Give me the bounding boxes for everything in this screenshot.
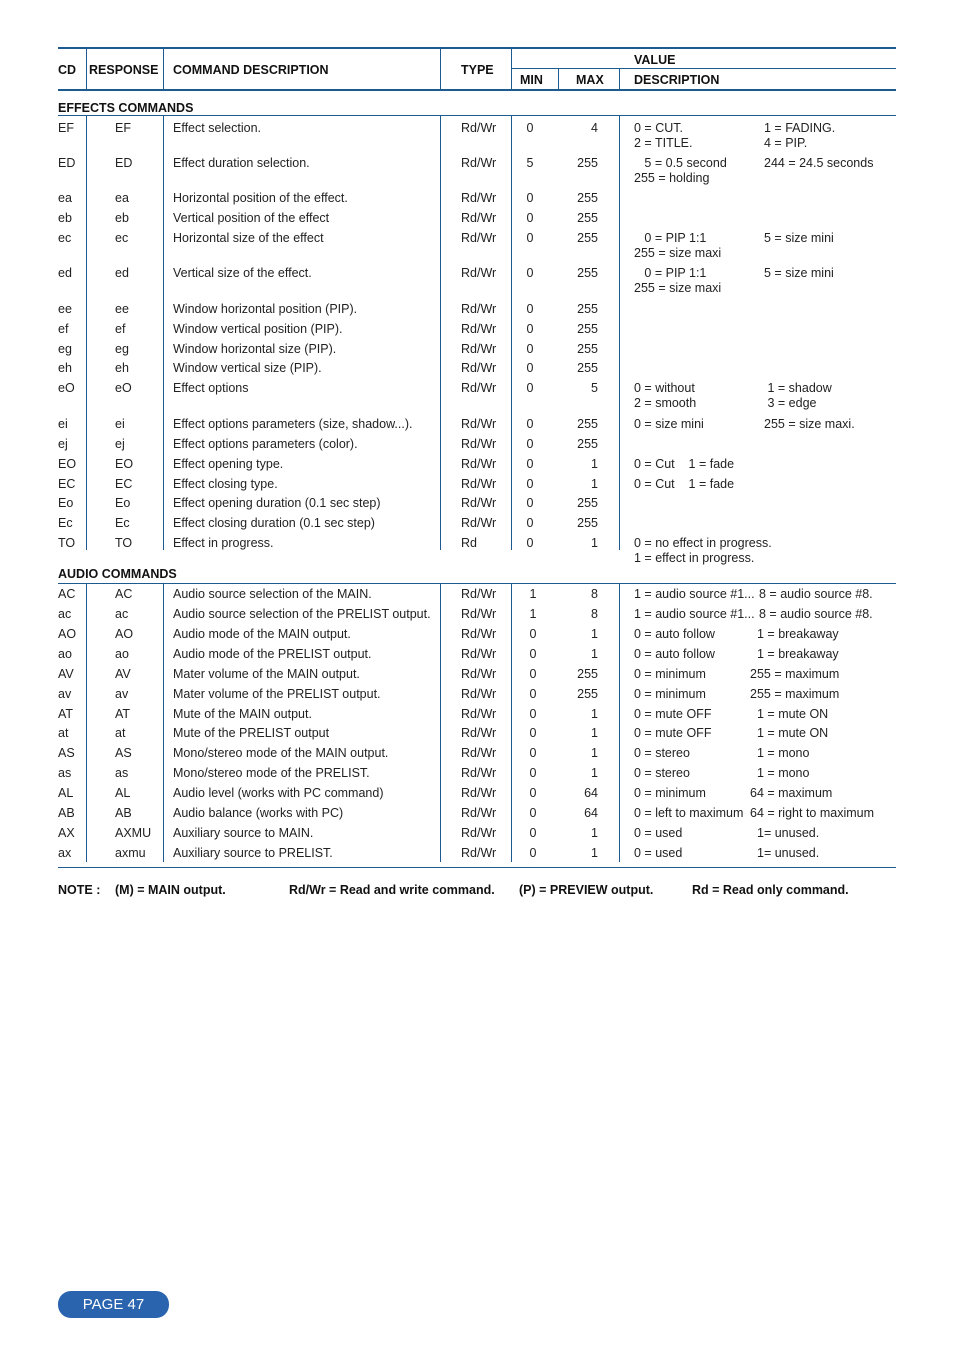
min-cell: 0 [526, 417, 534, 431]
value-description-cell: 255 = maximum [750, 667, 840, 681]
response-cell: ao [115, 647, 129, 661]
command-description-cell: Mono/stereo mode of the MAIN output. [173, 746, 389, 760]
max-cell: 255 [577, 516, 598, 530]
value-description-cell: 0 = Cut 1 = fade [634, 477, 735, 491]
value-description-cell: 0 = stereo [634, 746, 690, 760]
response-cell: ei [115, 417, 125, 431]
effects-sep-response [163, 116, 164, 550]
effects-sep-max [619, 116, 620, 550]
cd-cell: eh [58, 361, 72, 375]
min-cell: 0 [526, 342, 534, 356]
command-description-cell: Effect options parameters (color). [173, 437, 358, 451]
section-audio-title: AUDIO COMMANDS [58, 567, 177, 581]
cd-cell: ec [58, 231, 72, 245]
value-description-cell: 1 = mono [757, 766, 810, 780]
value-description-cell: 0 = mute OFF [634, 707, 712, 721]
max-cell: 64 [584, 786, 598, 800]
value-description-cell: 8 = audio source #8. [759, 607, 873, 621]
max-cell: 255 [577, 361, 598, 375]
audio-sep-type [511, 584, 512, 862]
response-cell: EO [115, 457, 134, 471]
cd-cell: AL [58, 786, 74, 800]
command-description-cell: Window vertical position (PIP). [173, 322, 343, 336]
value-description-cell: 5 = 0.5 second [634, 156, 727, 170]
value-description-cell: 1 = mute ON [757, 726, 829, 740]
max-cell: 1 [591, 477, 598, 491]
value-description-cell: 1 = breakaway [757, 647, 839, 661]
command-description-cell: Horizontal position of the effect. [173, 191, 348, 205]
response-cell: ee [115, 302, 129, 316]
response-cell: AO [115, 627, 134, 641]
min-cell: 0 [526, 536, 534, 550]
cd-cell: ei [58, 417, 68, 431]
audio-sep-desc [440, 584, 441, 862]
value-description-cell: 255 = maximum [750, 687, 840, 701]
type-cell: Rd/Wr [461, 746, 497, 760]
command-description-cell: Audio level (works with PC command) [173, 786, 384, 800]
type-cell: Rd/Wr [461, 826, 497, 840]
min-cell: 0 [529, 786, 537, 800]
max-cell: 255 [577, 322, 598, 336]
min-cell: 0 [526, 381, 534, 395]
audio-sep-response [163, 584, 164, 862]
type-cell: Rd/Wr [461, 266, 497, 280]
note-preview: (P) = PREVIEW output. [519, 883, 654, 897]
page-number-badge: PAGE 47 [58, 1291, 169, 1318]
command-description-cell: Effect closing type. [173, 477, 278, 491]
command-description-cell: Effect selection. [173, 121, 262, 135]
response-cell: EF [115, 121, 131, 135]
header-cd: CD [58, 63, 77, 77]
value-description-cell: 0 = auto follow [634, 647, 715, 661]
min-cell: 0 [529, 766, 537, 780]
type-cell: Rd/Wr [461, 647, 497, 661]
min-cell: 0 [526, 302, 534, 316]
cd-cell: ax [58, 846, 72, 860]
max-cell: 255 [577, 231, 598, 245]
type-cell: Rd/Wr [461, 156, 497, 170]
note-main: (M) = MAIN output. [115, 883, 226, 897]
command-description-cell: Mono/stereo mode of the PRELIST. [173, 766, 370, 780]
cd-cell: ao [58, 647, 72, 661]
type-cell: Rd/Wr [461, 587, 497, 601]
cd-cell: EC [58, 477, 76, 491]
max-cell: 1 [591, 846, 598, 860]
response-cell: Eo [115, 496, 131, 510]
min-cell: 0 [526, 477, 534, 491]
response-cell: AXMU [115, 826, 152, 840]
min-cell: 0 [529, 687, 537, 701]
command-description-cell: Window horizontal size (PIP). [173, 342, 337, 356]
min-cell: 5 [526, 156, 534, 170]
min-cell: 0 [529, 707, 537, 721]
type-cell: Rd/Wr [461, 477, 497, 491]
command-description-cell: Audio mode of the PRELIST output. [173, 647, 372, 661]
response-cell: ec [115, 231, 129, 245]
type-cell: Rd/Wr [461, 607, 497, 621]
type-cell: Rd/Wr [461, 687, 497, 701]
cd-cell: ee [58, 302, 72, 316]
max-cell: 255 [577, 266, 598, 280]
response-cell: AL [115, 786, 131, 800]
type-cell: Rd/Wr [461, 211, 497, 225]
value-description-cell: 8 = audio source #8. [759, 587, 873, 601]
max-cell: 1 [591, 707, 598, 721]
response-cell: axmu [115, 846, 146, 860]
min-cell: 0 [526, 457, 534, 471]
command-description-cell: Effect opening duration (0.1 sec step) [173, 496, 381, 510]
value-description-cell: 0 = PIP 1:1 [634, 266, 707, 280]
command-description-cell: Effect options [173, 381, 249, 395]
table-bottom-rule [58, 867, 896, 868]
value-description-cell: 0 = Cut 1 = fade [634, 457, 735, 471]
note-label: NOTE : [58, 883, 101, 897]
max-cell: 1 [591, 627, 598, 641]
value-description-cell: 0 = auto follow [634, 627, 715, 641]
section-effects-title: EFFECTS COMMANDS [58, 101, 194, 115]
type-cell: Rd/Wr [461, 361, 497, 375]
response-cell: AB [115, 806, 132, 820]
header-sep-min [558, 68, 559, 90]
max-cell: 255 [577, 417, 598, 431]
header-command-description: COMMAND DESCRIPTION [173, 63, 329, 77]
min-cell: 1 [529, 607, 537, 621]
command-description-cell: Mater volume of the MAIN output. [173, 667, 360, 681]
type-cell: Rd/Wr [461, 322, 497, 336]
command-description-cell: Audio mode of the MAIN output. [173, 627, 351, 641]
response-cell: ej [115, 437, 125, 451]
value-description-cell: 5 = size mini [764, 266, 834, 280]
table-top-rule [58, 47, 896, 49]
cd-cell: TO [58, 536, 76, 550]
command-description-cell: Effect opening type. [173, 457, 284, 471]
min-cell: 0 [526, 211, 534, 225]
header-sep-desc [440, 47, 441, 90]
min-cell: 0 [529, 647, 537, 661]
cd-cell: AO [58, 627, 77, 641]
value-description-cell: 2 = TITLE. [634, 136, 693, 150]
header-min: MIN [520, 73, 543, 87]
header-max: MAX [576, 73, 604, 87]
header-sep-cd [86, 47, 87, 90]
note-rdwr: Rd/Wr = Read and write command. [289, 883, 495, 897]
cd-cell: Ec [58, 516, 73, 530]
cd-cell: AB [58, 806, 75, 820]
value-description-cell: 0 = without [634, 381, 695, 395]
max-cell: 255 [577, 211, 598, 225]
max-cell: 5 [591, 381, 598, 395]
min-cell: 0 [526, 361, 534, 375]
cd-cell: AC [58, 587, 76, 601]
command-description-cell: Audio source selection of the MAIN. [173, 587, 372, 601]
cd-cell: ea [58, 191, 72, 205]
min-cell: 0 [526, 191, 534, 205]
cd-cell: eg [58, 342, 72, 356]
cd-cell: eb [58, 211, 72, 225]
response-cell: TO [115, 536, 133, 550]
max-cell: 255 [577, 687, 598, 701]
command-description-cell: Audio balance (works with PC) [173, 806, 344, 820]
header-sep-max [619, 68, 620, 90]
min-cell: 0 [526, 496, 534, 510]
cd-cell: EF [58, 121, 74, 135]
max-cell: 255 [577, 667, 598, 681]
cd-cell: AX [58, 826, 75, 840]
value-description-cell: 0 = minimum [634, 667, 706, 681]
type-cell: Rd/Wr [461, 342, 497, 356]
note-rd: Rd = Read only command. [692, 883, 849, 897]
value-description-cell: 64 = maximum [750, 786, 833, 800]
header-response: RESPONSE [89, 63, 159, 77]
response-cell: eg [115, 342, 129, 356]
max-cell: 64 [584, 806, 598, 820]
value-sub-rule [511, 68, 896, 69]
type-cell: Rd/Wr [461, 302, 497, 316]
value-description-cell: 255 = size maxi. [764, 417, 855, 431]
type-cell: Rd/Wr [461, 846, 497, 860]
max-cell: 8 [591, 607, 598, 621]
max-cell: 255 [577, 437, 598, 451]
value-description-cell: 1 = effect in progress. [634, 551, 755, 565]
header-bottom-rule [58, 89, 896, 91]
min-cell: 0 [526, 231, 534, 245]
audio-sep-cd [86, 584, 87, 862]
value-description-cell: 255 = holding [634, 171, 710, 185]
max-cell: 1 [591, 457, 598, 471]
type-cell: Rd/Wr [461, 806, 497, 820]
value-description-cell: 0 = size mini [634, 417, 704, 431]
value-description-cell: 1= unused. [757, 826, 820, 840]
max-cell: 1 [591, 746, 598, 760]
type-cell: Rd/Wr [461, 627, 497, 641]
value-description-cell: 0 = used [634, 826, 683, 840]
command-description-cell: Effect closing duration (0.1 sec step) [173, 516, 375, 530]
response-cell: ea [115, 191, 129, 205]
max-cell: 1 [591, 536, 598, 550]
type-cell: Rd/Wr [461, 707, 497, 721]
response-cell: av [115, 687, 129, 701]
cd-cell: ED [58, 156, 76, 170]
response-cell: ac [115, 607, 129, 621]
header-type: TYPE [461, 63, 494, 77]
response-cell: AT [115, 707, 131, 721]
cd-cell: ed [58, 266, 72, 280]
type-cell: Rd/Wr [461, 516, 497, 530]
cd-cell: ac [58, 607, 72, 621]
value-description-cell: 1 = FADING. [764, 121, 836, 135]
command-description-cell: Effect duration selection. [173, 156, 310, 170]
response-cell: ed [115, 266, 129, 280]
value-description-cell: 255 = size maxi [634, 246, 722, 260]
command-description-cell: Window vertical size (PIP). [173, 361, 322, 375]
response-cell: at [115, 726, 126, 740]
response-cell: Ec [115, 516, 130, 530]
min-cell: 0 [529, 846, 537, 860]
header-sep-response [163, 47, 164, 90]
command-description-cell: Audio source selection of the PRELIST output. [173, 607, 431, 621]
min-cell: 1 [529, 587, 537, 601]
value-description-cell: 3 = edge [764, 396, 817, 410]
value-description-cell: 1 = audio source #1... [634, 587, 755, 601]
cd-cell: at [58, 726, 69, 740]
min-cell: 0 [529, 806, 537, 820]
cd-cell: AV [58, 667, 74, 681]
value-description-cell: 0 = CUT. [634, 121, 683, 135]
response-cell: ED [115, 156, 133, 170]
type-cell: Rd/Wr [461, 766, 497, 780]
response-cell: eh [115, 361, 129, 375]
audio-rule [58, 583, 896, 584]
cd-cell: Eo [58, 496, 74, 510]
value-description-cell: 4 = PIP. [764, 136, 808, 150]
effects-sep-cd [86, 116, 87, 550]
max-cell: 255 [577, 302, 598, 316]
command-description-cell: Effect in progress. [173, 536, 274, 550]
effects-rule [58, 115, 896, 116]
max-cell: 255 [577, 342, 598, 356]
cd-cell: ef [58, 322, 69, 336]
max-cell: 1 [591, 826, 598, 840]
value-description-cell: 1 = mono [757, 746, 810, 760]
command-description-cell: Mute of the PRELIST output [173, 726, 330, 740]
min-cell: 0 [529, 726, 537, 740]
max-cell: 8 [591, 587, 598, 601]
cd-cell: EO [58, 457, 77, 471]
response-cell: AV [115, 667, 131, 681]
response-cell: eb [115, 211, 129, 225]
value-description-cell: 1 = breakaway [757, 627, 839, 641]
cd-cell: ej [58, 437, 68, 451]
header-sep-type [511, 47, 512, 90]
cd-cell: AS [58, 746, 75, 760]
max-cell: 4 [591, 121, 598, 135]
max-cell: 1 [591, 726, 598, 740]
response-cell: as [115, 766, 129, 780]
type-cell: Rd/Wr [461, 417, 497, 431]
response-cell: AC [115, 587, 133, 601]
command-description-cell: Vertical size of the effect. [173, 266, 312, 280]
cd-cell: AT [58, 707, 74, 721]
max-cell: 255 [577, 496, 598, 510]
value-description-cell: 0 = used [634, 846, 683, 860]
value-description-cell: 0 = no effect in progress. [634, 536, 772, 550]
type-cell: Rd/Wr [461, 726, 497, 740]
type-cell: Rd/Wr [461, 231, 497, 245]
type-cell: Rd/Wr [461, 191, 497, 205]
command-description-cell: Auxiliary source to MAIN. [173, 826, 314, 840]
min-cell: 0 [526, 322, 534, 336]
command-description-cell: Auxiliary source to PRELIST. [173, 846, 333, 860]
type-cell: Rd/Wr [461, 496, 497, 510]
command-description-cell: Mute of the MAIN output. [173, 707, 312, 721]
type-cell: Rd/Wr [461, 121, 497, 135]
response-cell: ef [115, 322, 126, 336]
response-cell: eO [115, 381, 132, 395]
command-description-cell: Vertical position of the effect [173, 211, 330, 225]
cd-cell: as [58, 766, 72, 780]
min-cell: 0 [529, 667, 537, 681]
min-cell: 0 [529, 746, 537, 760]
audio-sep-max [619, 584, 620, 862]
value-description-cell: 5 = size mini [764, 231, 834, 245]
value-description-cell: 1 = shadow [764, 381, 832, 395]
response-cell: AS [115, 746, 132, 760]
cd-cell: eO [58, 381, 75, 395]
value-description-cell: 0 = PIP 1:1 [634, 231, 707, 245]
value-description-cell: 255 = size maxi [634, 281, 722, 295]
min-cell: 0 [526, 266, 534, 280]
type-cell: Rd/Wr [461, 381, 497, 395]
type-cell: Rd [461, 536, 477, 550]
value-description-cell: 2 = smooth [634, 396, 697, 410]
value-description-cell: 0 = stereo [634, 766, 690, 780]
header-description: DESCRIPTION [634, 73, 720, 87]
max-cell: 1 [591, 766, 598, 780]
command-description-cell: Mater volume of the PRELIST output. [173, 687, 381, 701]
min-cell: 0 [529, 826, 537, 840]
min-cell: 0 [529, 627, 537, 641]
min-cell: 0 [526, 121, 534, 135]
header-value: VALUE [634, 53, 676, 67]
effects-sep-desc [440, 116, 441, 550]
cd-cell: av [58, 687, 72, 701]
command-description-cell: Horizontal size of the effect [173, 231, 324, 245]
command-description-cell: Effect options parameters (size, shadow...). [173, 417, 413, 431]
type-cell: Rd/Wr [461, 457, 497, 471]
value-description-cell: 0 = left to maximum [634, 806, 744, 820]
response-cell: EC [115, 477, 133, 491]
type-cell: Rd/Wr [461, 437, 497, 451]
value-description-cell: 1 = audio source #1... [634, 607, 755, 621]
type-cell: Rd/Wr [461, 667, 497, 681]
value-description-cell: 244 = 24.5 seconds [764, 156, 874, 170]
max-cell: 1 [591, 647, 598, 661]
value-description-cell: 0 = minimum [634, 786, 706, 800]
min-cell: 0 [526, 516, 534, 530]
value-description-cell: 64 = right to maximum [750, 806, 875, 820]
max-cell: 255 [577, 156, 598, 170]
value-description-cell: 0 = mute OFF [634, 726, 712, 740]
command-description-cell: Window horizontal position (PIP). [173, 302, 358, 316]
min-cell: 0 [526, 437, 534, 451]
value-description-cell: 1 = mute ON [757, 707, 829, 721]
type-cell: Rd/Wr [461, 786, 497, 800]
value-description-cell: 0 = minimum [634, 687, 706, 701]
max-cell: 255 [577, 191, 598, 205]
value-description-cell: 1= unused. [757, 846, 820, 860]
